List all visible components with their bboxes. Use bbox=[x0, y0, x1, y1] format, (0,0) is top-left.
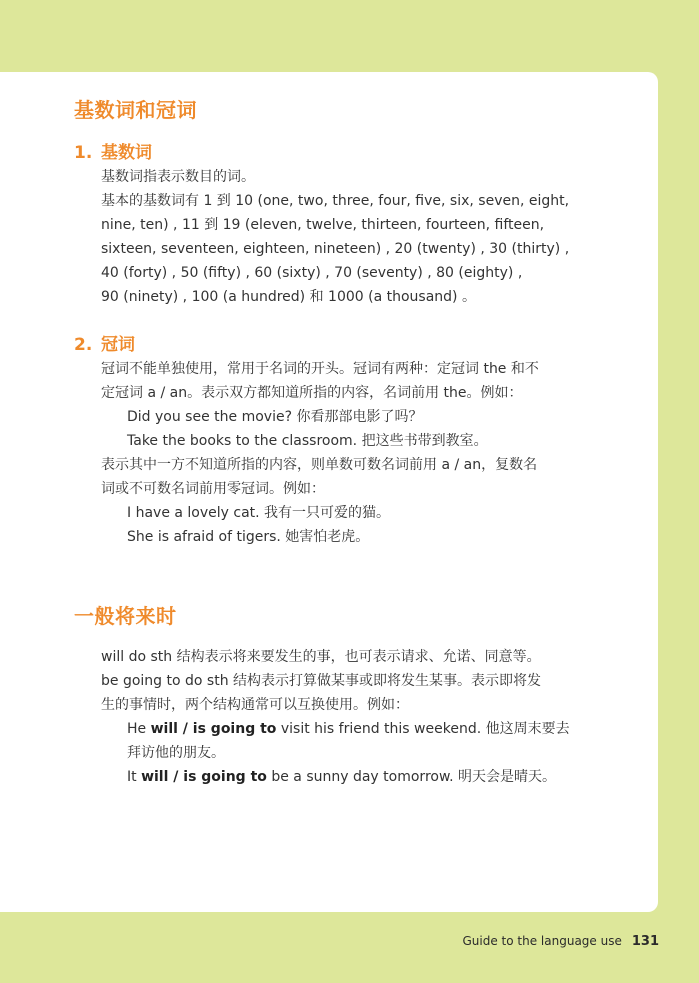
subsection-heading-articles bbox=[74, 330, 135, 355]
example-prefix: He bbox=[127, 721, 151, 737]
example-sentence bbox=[127, 768, 556, 786]
subsection-title: 基数词 bbox=[101, 143, 152, 163]
subsection-title: 冠词 bbox=[101, 335, 135, 355]
text-line: 定冠词 a / an。表示双方都知道所指的内容，名词前用 the。例如： bbox=[101, 385, 523, 401]
example-suffix: be a sunny day tomorrow. 明天会是晴天。 bbox=[266, 769, 557, 785]
example-emphasis: will / is going to bbox=[141, 769, 267, 785]
subsection-number: 2. bbox=[74, 335, 93, 355]
example-sentence: Did you see the movie? 你看那部电影了吗？ bbox=[127, 409, 423, 425]
text-line: will do sth 结构表示将来要发生的事，也可表示请求、允诺、同意等。 bbox=[101, 649, 541, 665]
text-line: nine, ten) , 11 到 19 (eleven, twelve, thirteen, fourteen, fifteen, bbox=[101, 217, 545, 233]
page-footer bbox=[463, 934, 660, 949]
page-number: 131 bbox=[631, 934, 659, 949]
text-line: 冠词不能单独使用，常用于名词的开头。冠词有两种：定冠词 the 和不 bbox=[101, 361, 539, 377]
example-sentence: She is afraid of tigers. 她害怕老虎。 bbox=[127, 529, 370, 545]
text-line: 词或不可数名词前用零冠词。例如： bbox=[101, 481, 325, 497]
example-continuation: 拜访他的朋友。 bbox=[127, 745, 225, 761]
text-line: 基数词指表示数目的词。 bbox=[101, 169, 255, 185]
text-line: 生的事情时，两个结构通常可以互换使用。例如： bbox=[101, 697, 409, 713]
text-line: 90 (ninety) , 100 (a hundred) 和 1000 (a thousand) 。 bbox=[101, 289, 476, 305]
section-title-future-tense: 一般将来时 bbox=[74, 604, 177, 628]
example-sentence: Take the books to the classroom. 把这些书带到教室。 bbox=[127, 433, 488, 449]
subsection-heading-cardinal bbox=[74, 138, 152, 163]
footer-text: Guide to the language use bbox=[462, 934, 622, 948]
text-line: 基本的基数词有 1 到 10 (one, two, three, four, five, six, seven, eight, bbox=[101, 193, 570, 209]
text-line: sixteen, seventeen, eighteen, nineteen) , 20 (twenty) , 30 (thirty) , bbox=[101, 241, 570, 257]
example-emphasis: will / is going to bbox=[150, 721, 277, 737]
section-title-cardinal-articles: 基数词和冠词 bbox=[74, 98, 197, 122]
example-suffix: visit his friend this weekend. 他这周末要去 bbox=[276, 721, 570, 737]
example-sentence: I have a lovely cat. 我有一只可爱的猫。 bbox=[127, 505, 391, 521]
text-line: 表示其中一方不知道所指的内容，则单数可数名词前用 a / an，复数名 bbox=[101, 457, 538, 473]
example-prefix: It bbox=[127, 769, 142, 785]
example-sentence bbox=[127, 720, 570, 738]
subsection-number: 1. bbox=[74, 143, 93, 163]
text-line: be going to do sth 结构表示打算做某事或即将发生某事。表示即将发 bbox=[101, 673, 542, 689]
text-line: 40 (forty) , 50 (fifty) , 60 (sixty) , 70 (seventy) , 80 (eighty) , bbox=[101, 265, 523, 281]
